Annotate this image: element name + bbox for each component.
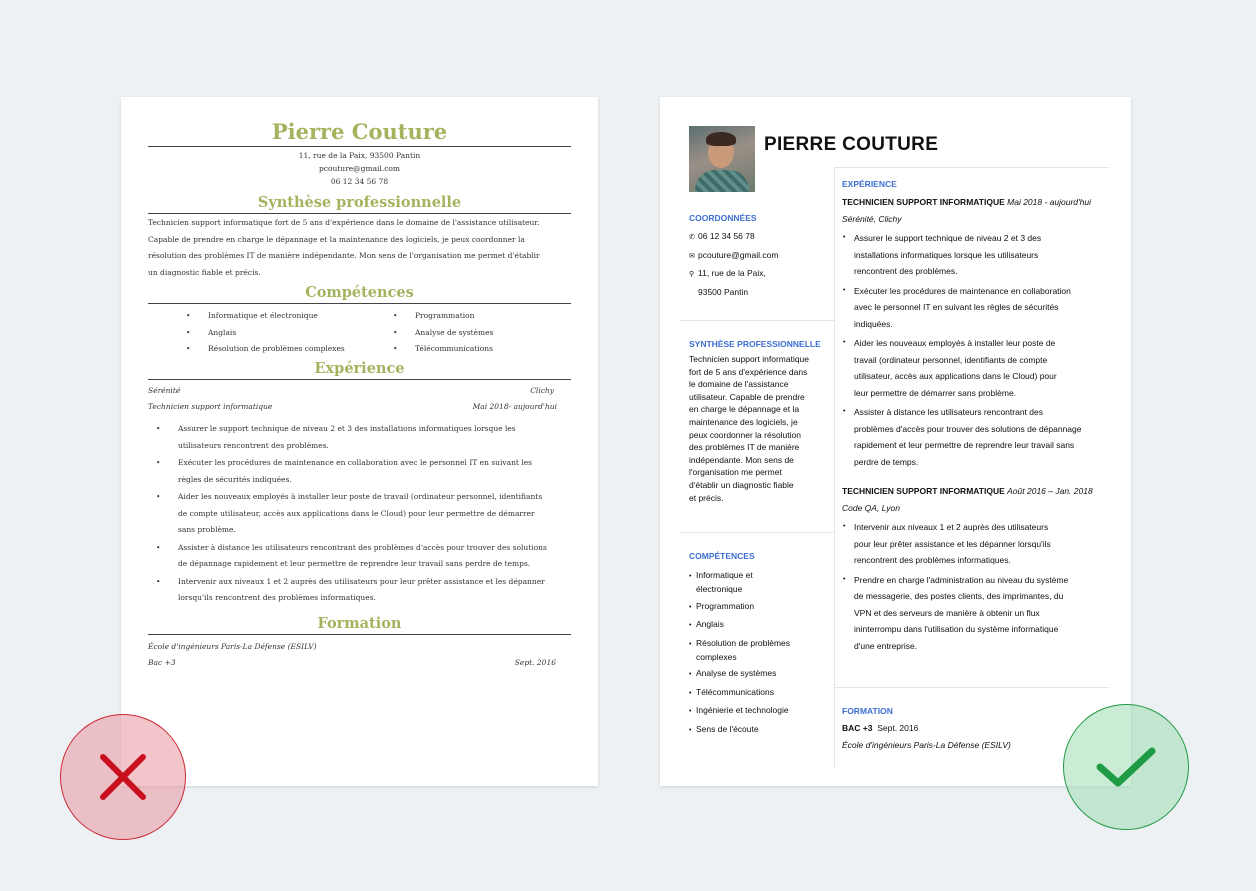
skill-item: • Programmation bbox=[393, 308, 593, 324]
degree-date: Sept. 2016 bbox=[514, 657, 556, 667]
divider bbox=[680, 320, 834, 321]
skill-item: • Informatique et électronique bbox=[689, 569, 825, 595]
job-bullets bbox=[842, 519, 1112, 654]
phone: 06 12 34 56 78 bbox=[330, 177, 389, 186]
job-title: TECHNICIEN SUPPORT INFORMATIQUE bbox=[842, 486, 1005, 496]
address-line-2: 93500 Pantin bbox=[698, 287, 749, 298]
experience-entry bbox=[148, 383, 557, 415]
degree: BAC +3 bbox=[842, 723, 873, 733]
phone-row bbox=[689, 228, 825, 247]
experience-bullets bbox=[148, 421, 571, 607]
job-title: Technicien support informatique bbox=[148, 402, 273, 412]
bullet: • Assurer le support technique de niveau 2 et 3 des installations informatiques lorsque les utilisateurs rencontrent des problèmes. bbox=[148, 421, 548, 454]
resume-name: PIERRE COUTURE bbox=[764, 134, 939, 155]
email: pcouture@gmail.com bbox=[318, 164, 401, 173]
company: Sérénité bbox=[148, 386, 181, 396]
profile-photo bbox=[689, 126, 755, 192]
checkmark-icon bbox=[1064, 705, 1188, 829]
skills-section bbox=[689, 550, 825, 741]
divider bbox=[680, 532, 834, 533]
summary-line: un diagnostic fiable et précis. bbox=[148, 267, 261, 277]
summary-text bbox=[689, 353, 825, 504]
education-heading: FORMATION bbox=[842, 706, 893, 716]
summary-line: en charge le dépannage et la bbox=[689, 404, 800, 415]
skill-item: • Informatique et électronique bbox=[186, 308, 393, 324]
job-place: Sérénité, Clichy bbox=[842, 213, 902, 224]
skill-item: • Anglais bbox=[689, 618, 825, 632]
correct-badge bbox=[1063, 704, 1189, 830]
skills-list bbox=[689, 569, 825, 737]
summary-line: indépendante. Mon sens de bbox=[689, 454, 794, 465]
bullet: • Exécuter les procédures de maintenance en collaboration avec le personnel IT en suivant les règles de sécurités indiquées. bbox=[148, 455, 548, 488]
bullet: • Prendre en charge l'administration au niveau du système de messagerie, des postes clients, des imprimantes, du VPN et des serveurs de manière à obtenir un flux ininterrompu dans l'utilisation du système informatique d'une entreprise. bbox=[842, 572, 1112, 655]
summary-line: fort de 5 ans d'expérience dans bbox=[689, 366, 808, 377]
address-row bbox=[689, 265, 825, 284]
skill-item: • Programmation bbox=[689, 600, 825, 614]
address: 11, rue de la Paix, 93500 Pantin bbox=[298, 151, 421, 160]
bullet: • Exécuter les procédures de maintenance en collaboration avec le personnel IT en suivant les règles de sécurités indiquées. bbox=[842, 283, 1112, 333]
summary-line: Technicien support informatique bbox=[689, 354, 810, 364]
degree: Bac +3 bbox=[148, 657, 176, 667]
job-entry bbox=[842, 483, 1112, 516]
experience-section bbox=[842, 178, 1112, 657]
skill-item: • Ingénierie et technologie bbox=[689, 704, 825, 718]
summary-heading: Synthèse professionnelle bbox=[148, 194, 571, 214]
job-entry bbox=[842, 194, 1112, 227]
column-divider bbox=[834, 167, 835, 767]
school-name: École d'ingénieurs Paris-La Défense (ESILV) bbox=[148, 641, 317, 651]
school bbox=[148, 639, 571, 655]
job-dates: Août 2016 – Jan. 2018 bbox=[1007, 486, 1093, 496]
divider bbox=[834, 167, 1109, 168]
job-title: TECHNICIEN SUPPORT INFORMATIQUE bbox=[842, 197, 1005, 207]
incorrect-badge bbox=[60, 714, 186, 840]
location-pin-icon: ⚲ bbox=[689, 271, 695, 279]
skill-item: • Analyse de systèmes bbox=[393, 325, 593, 341]
bullet: • Assister à distance les utilisateurs rencontrant des problèmes d'accès pour trouver des solutions de dépannage rapidement et leur permettre de reprendre leur travail sans perdre de temps. bbox=[842, 404, 1112, 470]
skill-item: • Sens de l'écoute bbox=[689, 723, 825, 737]
summary-line: le domaine de l'assistance bbox=[689, 379, 789, 390]
job-dates: Mai 2018- aujourd'hui bbox=[472, 402, 557, 412]
email: pcouture@gmail.com bbox=[698, 249, 779, 260]
bullet: • Intervenir aux niveaux 1 et 2 auprès des utilisateurs pour leur prêter assistance et les dépanner lorsqu'ils rencontrent des problèmes informatiques. bbox=[148, 574, 548, 607]
summary-line: l'organisation me permet bbox=[689, 467, 782, 478]
coordinates-section bbox=[689, 212, 825, 301]
summary-line: utilisateur. Capable de prendre bbox=[689, 391, 805, 402]
bullet: • Assurer le support technique de niveau 2 et 3 des installations informatiques lorsque les utilisateurs rencontrent des problèmes. bbox=[842, 230, 1112, 280]
good-resume-example bbox=[660, 97, 1131, 786]
degree-row bbox=[148, 655, 556, 671]
summary-line: Technicien support informatique fort de 5 ans d'expérience dans le domaine de l'assistance utilisateur. bbox=[148, 218, 540, 227]
summary-line: maintenance des logiciels, je bbox=[689, 416, 798, 427]
experience-heading: Expérience bbox=[148, 360, 571, 380]
skill-item: • Résolution de problèmes complexes bbox=[186, 341, 393, 357]
summary-line: peux coordonner la résolution bbox=[689, 429, 801, 440]
skill-item: • Télécommunications bbox=[393, 341, 593, 357]
bad-resume-example bbox=[121, 97, 598, 786]
skills-heading: COMPÉTENCES bbox=[689, 551, 755, 561]
bullet: • Aider les nouveaux employés à installer leur poste de travail (ordinateur personnel, identifiants de compte utilisateur, accès aux applications dans le Cloud) pour leur permettre de démarrer sans problème. bbox=[842, 335, 1112, 401]
divider bbox=[835, 687, 1109, 688]
skills-list bbox=[186, 308, 571, 357]
summary-line: et précis. bbox=[689, 492, 724, 503]
summary-section bbox=[689, 338, 825, 504]
bullet: • Aider les nouveaux employés à installer leur poste de travail (ordinateur personnel, identifiants de compte utilisateur, accès aux applications dans le Cloud) pour leur permettre de démarrer sans problème. bbox=[148, 489, 548, 539]
bullet: • Intervenir aux niveaux 1 et 2 auprès des utilisateurs pour leur prêter assistance et les dépanner lorsqu'ils rencontrent des problèmes informatiques. bbox=[842, 519, 1112, 569]
skill-item: • Anglais bbox=[186, 325, 393, 341]
summary-line: des problèmes IT de manière bbox=[689, 442, 800, 453]
bullet: • Assister à distance les utilisateurs rencontrant des problèmes d'accès pour trouver des solutions de dépannage rapidement et leur permettre de reprendre leur travail sans perdre de temps. bbox=[148, 540, 548, 573]
experience-heading: EXPÉRIENCE bbox=[842, 179, 897, 189]
summary-line: Capable de prendre en charge le dépannage et la maintenance des logiciels, je peux coordonner la bbox=[148, 234, 525, 244]
job-dates: Mai 2018 - aujourd'hui bbox=[1007, 197, 1091, 207]
summary-heading: SYNTHÈSE PROFESSIONNELLE bbox=[689, 339, 821, 349]
email-row bbox=[689, 247, 825, 266]
city: Clichy bbox=[530, 386, 554, 396]
summary-line: résolution des problèmes IT de manière indépendante. Mon sens de l'organisation me permet d'établir bbox=[148, 251, 540, 261]
x-icon bbox=[61, 715, 185, 839]
address-line: 11, rue de la Paix, bbox=[698, 268, 766, 279]
skills-heading: Compétences bbox=[148, 284, 571, 304]
skill-item: • Télécommunications bbox=[689, 686, 825, 700]
job-bullets bbox=[842, 230, 1112, 470]
contact-block bbox=[148, 149, 571, 188]
school: École d'ingénieurs Paris-La Défense (ESILV) bbox=[842, 739, 1011, 750]
degree-date: Sept. 2016 bbox=[877, 723, 919, 733]
phone-icon: ✆ bbox=[689, 234, 695, 241]
job-place: Code QA, Lyon bbox=[842, 502, 900, 513]
mail-icon: ✉ bbox=[689, 252, 695, 260]
phone: 06 12 34 56 78 bbox=[698, 231, 755, 241]
summary-line: d'établir un diagnostic fiable bbox=[689, 479, 794, 490]
education-heading: Formation bbox=[148, 615, 571, 635]
resume-name: Pierre Couture bbox=[148, 119, 571, 147]
skill-item: • Analyse de systèmes bbox=[689, 667, 825, 681]
summary-text bbox=[148, 215, 571, 281]
coordinates-heading: COORDONNÉES bbox=[689, 213, 757, 223]
skill-item: • Résolution de problèmes complexes bbox=[689, 637, 825, 663]
